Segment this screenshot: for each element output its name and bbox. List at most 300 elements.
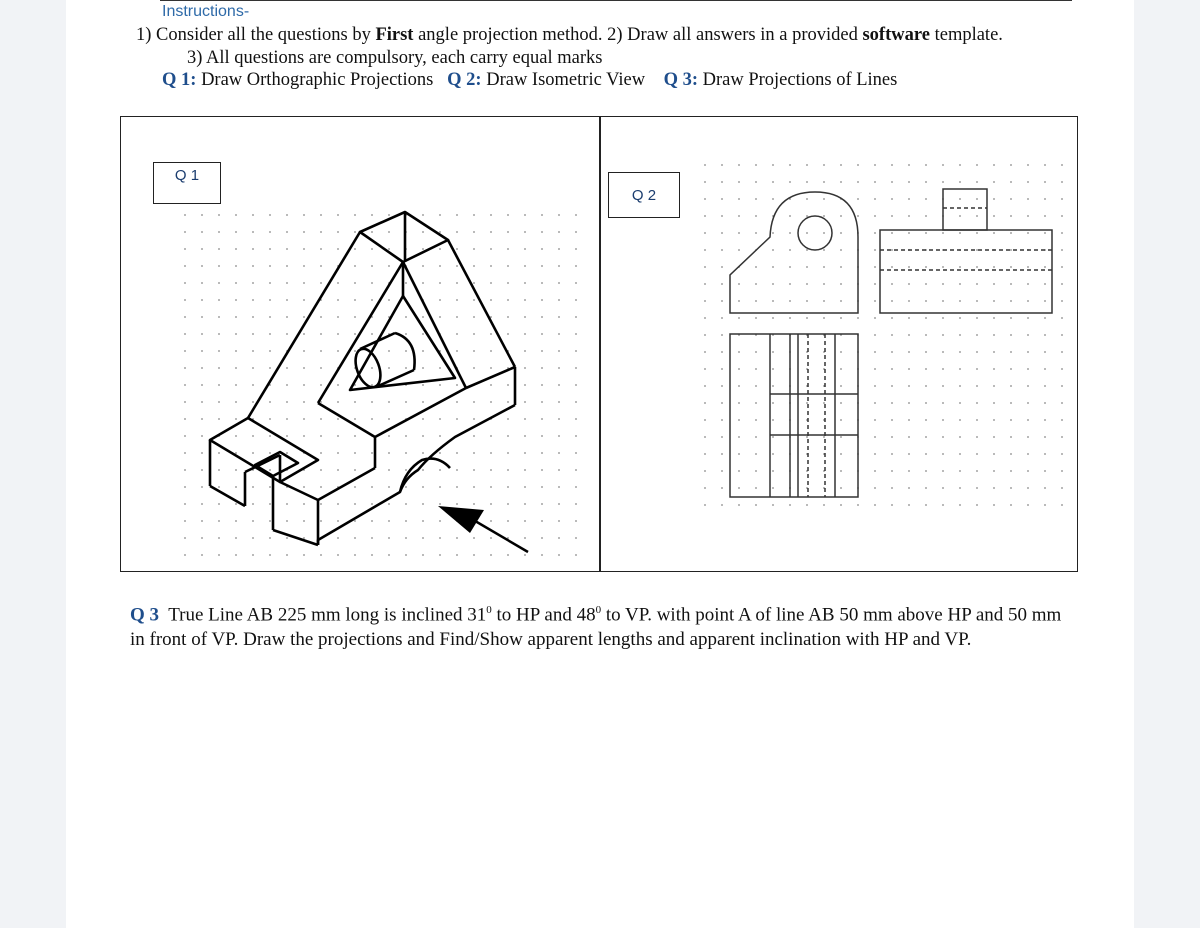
grid-dot	[575, 231, 577, 233]
grid-dot	[541, 299, 543, 301]
grid-dot	[439, 452, 441, 454]
grid-dot	[1010, 334, 1012, 336]
grid-dot	[252, 282, 254, 284]
top-view	[730, 334, 858, 497]
grid-dot	[184, 554, 186, 556]
grid-dot	[422, 554, 424, 556]
grid-dot	[874, 300, 876, 302]
grid-dot	[575, 316, 577, 318]
grid-dot	[976, 198, 978, 200]
grid-dot	[286, 367, 288, 369]
instruction-text: template.	[929, 25, 1003, 45]
grid-dot	[184, 537, 186, 539]
grid-dot	[772, 181, 774, 183]
grid-dot	[507, 503, 509, 505]
instructions-heading: Instructions-	[162, 3, 250, 20]
grid-dot	[473, 537, 475, 539]
grid-dot	[721, 249, 723, 251]
grid-dot	[524, 520, 526, 522]
grid-dot	[942, 419, 944, 421]
grid-dot	[235, 401, 237, 403]
grid-dot	[490, 401, 492, 403]
grid-dot	[925, 385, 927, 387]
grid-dot	[1061, 300, 1063, 302]
grid-dot	[235, 486, 237, 488]
grid-dot	[235, 350, 237, 352]
grid-dot	[942, 402, 944, 404]
grid-dot	[1010, 317, 1012, 319]
grid-dot	[354, 418, 356, 420]
grid-dot	[1010, 351, 1012, 353]
grid-dot	[704, 419, 706, 421]
grid-dot	[439, 554, 441, 556]
grid-dot	[1027, 283, 1029, 285]
grid-dot	[908, 334, 910, 336]
grid-dot	[524, 486, 526, 488]
grid-dot	[976, 215, 978, 217]
grid-dot	[1044, 198, 1046, 200]
step-top	[210, 418, 318, 482]
grid-dot	[874, 385, 876, 387]
grid-dot	[942, 164, 944, 166]
grid-dot	[1027, 181, 1029, 183]
grid-dot	[473, 333, 475, 335]
grid-dot	[388, 503, 390, 505]
grid-dot	[541, 265, 543, 267]
grid-dot	[1044, 181, 1046, 183]
grid-dot	[993, 283, 995, 285]
grid-dot	[558, 333, 560, 335]
grid-dot	[473, 486, 475, 488]
grid-dot	[738, 470, 740, 472]
grid-dot	[558, 520, 560, 522]
instruction-text: angle projection method. 2) Draw all answers in a provided	[413, 25, 863, 45]
grid-dot	[891, 164, 893, 166]
grid-dot	[184, 401, 186, 403]
grid-dot	[388, 265, 390, 267]
q2-dot-grid	[704, 164, 1063, 506]
grid-dot	[218, 401, 220, 403]
grid-dot	[337, 214, 339, 216]
grid-dot	[721, 385, 723, 387]
grid-dot	[738, 317, 740, 319]
grid-dot	[184, 367, 186, 369]
grid-dot	[874, 215, 876, 217]
grid-dot	[823, 232, 825, 234]
grid-dot	[371, 554, 373, 556]
grid-dot	[993, 215, 995, 217]
grid-dot	[252, 486, 254, 488]
grid-dot	[772, 266, 774, 268]
grid-dot	[541, 367, 543, 369]
grid-dot	[942, 453, 944, 455]
grid-dot	[806, 181, 808, 183]
grid-dot	[1027, 300, 1029, 302]
grid-dot	[959, 198, 961, 200]
grid-dot	[908, 317, 910, 319]
grid-dot	[456, 350, 458, 352]
grid-dot	[772, 419, 774, 421]
grid-dot	[405, 486, 407, 488]
grid-dot	[1061, 504, 1063, 506]
grid-dot	[840, 215, 842, 217]
grid-dot	[721, 317, 723, 319]
grid-dot	[1044, 385, 1046, 387]
grid-dot	[303, 299, 305, 301]
grid-dot	[235, 299, 237, 301]
grid-dot	[1027, 266, 1029, 268]
grid-dot	[976, 351, 978, 353]
grid-dot	[218, 265, 220, 267]
grid-dot	[235, 435, 237, 437]
grid-dot	[738, 198, 740, 200]
grid-dot	[473, 316, 475, 318]
grid-dot	[303, 486, 305, 488]
grid-dot	[354, 282, 356, 284]
grid-dot	[925, 181, 927, 183]
grid-dot	[823, 504, 825, 506]
grid-dot	[320, 316, 322, 318]
grid-dot	[507, 435, 509, 437]
grid-dot	[959, 283, 961, 285]
grid-dot	[993, 385, 995, 387]
grid-dot	[704, 487, 706, 489]
grid-dot	[558, 418, 560, 420]
grid-dot	[235, 367, 237, 369]
grid-dot	[1061, 334, 1063, 336]
grid-dot	[337, 520, 339, 522]
grid-dot	[558, 316, 560, 318]
grid-dot	[286, 248, 288, 250]
q3-paragraph-label: Q 3	[130, 604, 160, 626]
grid-dot	[721, 198, 723, 200]
grid-dot	[320, 214, 322, 216]
question-3-paragraph	[130, 598, 1080, 652]
grid-dot	[388, 401, 390, 403]
grid-dot	[201, 469, 203, 471]
grid-dot	[976, 436, 978, 438]
grid-dot	[201, 554, 203, 556]
grid-dot	[704, 334, 706, 336]
grid-dot	[184, 231, 186, 233]
grid-dot	[456, 418, 458, 420]
grid-dot	[184, 214, 186, 216]
grid-dot	[1044, 232, 1046, 234]
grid-dot	[891, 351, 893, 353]
grid-dot	[772, 487, 774, 489]
grid-dot	[976, 232, 978, 234]
grid-dot	[507, 265, 509, 267]
grid-dot	[891, 249, 893, 251]
grid-dot	[473, 214, 475, 216]
grid-dot	[405, 469, 407, 471]
grid-dot	[738, 300, 740, 302]
grid-dot	[422, 333, 424, 335]
grid-dot	[286, 282, 288, 284]
grid-dot	[721, 300, 723, 302]
grid-dot	[1044, 334, 1046, 336]
grid-dot	[422, 350, 424, 352]
grid-dot	[789, 181, 791, 183]
grid-dot	[704, 504, 706, 506]
q2-label: Q 2:	[447, 70, 482, 90]
grid-dot	[993, 470, 995, 472]
grid-dot	[1044, 419, 1046, 421]
grid-dot	[575, 452, 577, 454]
grid-dot	[252, 299, 254, 301]
grid-dot	[184, 248, 186, 250]
grid-dot	[490, 350, 492, 352]
instruction-line-2: 3) All questions are compulsory, each carry equal marks	[187, 48, 603, 68]
grid-dot	[524, 503, 526, 505]
grid-dot	[524, 554, 526, 556]
grid-dot	[857, 317, 859, 319]
grid-dot	[354, 231, 356, 233]
grid-dot	[874, 402, 876, 404]
grid-dot	[789, 215, 791, 217]
grid-dot	[1010, 198, 1012, 200]
grid-dot	[541, 231, 543, 233]
grid-dot	[541, 452, 543, 454]
grid-dot	[721, 215, 723, 217]
grid-dot	[490, 452, 492, 454]
grid-dot	[1027, 487, 1029, 489]
grid-dot	[1061, 181, 1063, 183]
grid-dot	[184, 418, 186, 420]
grid-dot	[456, 469, 458, 471]
grid-dot	[354, 469, 356, 471]
grid-dot	[772, 436, 774, 438]
grid-dot	[874, 317, 876, 319]
grid-dot	[422, 418, 424, 420]
grid-dot	[337, 282, 339, 284]
grid-dot	[354, 520, 356, 522]
grid-dot	[1061, 215, 1063, 217]
grid-dot	[422, 282, 424, 284]
grid-dot	[507, 231, 509, 233]
grid-dot	[252, 333, 254, 335]
grid-dot	[721, 164, 723, 166]
grid-dot	[201, 333, 203, 335]
grid-dot	[840, 402, 842, 404]
grid-dot	[490, 248, 492, 250]
grid-dot	[439, 265, 441, 267]
grid-dot	[823, 215, 825, 217]
grid-dot	[303, 333, 305, 335]
grid-dot	[558, 265, 560, 267]
grid-dot	[806, 317, 808, 319]
grid-dot	[320, 367, 322, 369]
grid-dot	[303, 316, 305, 318]
degree-mark: 0	[595, 604, 602, 616]
grid-dot	[806, 249, 808, 251]
grid-dot	[388, 299, 390, 301]
grid-dot	[524, 384, 526, 386]
grid-dot	[942, 487, 944, 489]
grid-dot	[1010, 181, 1012, 183]
grid-dot	[354, 248, 356, 250]
grid-dot	[1061, 419, 1063, 421]
grid-dot	[942, 334, 944, 336]
grid-dot	[524, 418, 526, 420]
grid-dot	[303, 435, 305, 437]
grid-dot	[1010, 283, 1012, 285]
grid-dot	[320, 265, 322, 267]
grid-dot	[269, 469, 271, 471]
grid-dot	[721, 402, 723, 404]
grid-dot	[303, 537, 305, 539]
grid-dot	[1044, 487, 1046, 489]
grid-dot	[507, 418, 509, 420]
grid-dot	[303, 350, 305, 352]
grid-dot	[541, 316, 543, 318]
grid-dot	[269, 520, 271, 522]
grid-dot	[891, 334, 893, 336]
grid-dot	[320, 350, 322, 352]
grid-dot	[874, 470, 876, 472]
grid-dot	[252, 214, 254, 216]
q1-isometric-object	[210, 212, 515, 545]
grid-dot	[235, 452, 237, 454]
q3-text-part: True Line AB 225 mm long is inclined 31	[168, 604, 487, 626]
grid-dot	[925, 436, 927, 438]
grid-dot	[993, 436, 995, 438]
grid-dot	[738, 504, 740, 506]
grid-dot	[541, 554, 543, 556]
grid-dot	[976, 164, 978, 166]
grid-dot	[942, 181, 944, 183]
grid-dot	[976, 283, 978, 285]
grid-dot	[959, 266, 961, 268]
grid-dot	[558, 554, 560, 556]
grid-dot	[840, 436, 842, 438]
grid-dot	[473, 418, 475, 420]
grid-dot	[1044, 215, 1046, 217]
grid-dot	[925, 470, 927, 472]
grid-dot	[337, 231, 339, 233]
grid-dot	[252, 554, 254, 556]
grid-dot	[1044, 436, 1046, 438]
grid-dot	[772, 300, 774, 302]
grid-dot	[456, 265, 458, 267]
grid-dot	[371, 537, 373, 539]
grid-dot	[908, 351, 910, 353]
grid-dot	[235, 520, 237, 522]
grid-dot	[575, 384, 577, 386]
grid-dot	[721, 283, 723, 285]
grid-dot	[218, 520, 220, 522]
grid-dot	[473, 367, 475, 369]
grid-dot	[388, 418, 390, 420]
grid-dot	[456, 333, 458, 335]
grid-dot	[269, 554, 271, 556]
grid-dot	[772, 402, 774, 404]
grid-dot	[235, 282, 237, 284]
grid-dot	[1027, 198, 1029, 200]
q2-figure-tag: Q 2	[608, 172, 680, 218]
grid-dot	[490, 486, 492, 488]
grid-dot	[1027, 402, 1029, 404]
grid-dot	[371, 418, 373, 420]
grid-dot	[721, 453, 723, 455]
grid-dot	[456, 554, 458, 556]
grid-dot	[524, 333, 526, 335]
grid-dot	[337, 248, 339, 250]
grid-dot	[405, 401, 407, 403]
grid-dot	[558, 435, 560, 437]
grid-dot	[371, 248, 373, 250]
grid-dot	[1027, 436, 1029, 438]
grid-dot	[303, 231, 305, 233]
grid-dot	[558, 367, 560, 369]
grid-dot	[1061, 317, 1063, 319]
grid-dot	[320, 520, 322, 522]
grid-dot	[558, 401, 560, 403]
grid-dot	[184, 452, 186, 454]
grid-dot	[823, 198, 825, 200]
grid-dot	[772, 368, 774, 370]
grid-dot	[823, 249, 825, 251]
side-view-boss	[943, 189, 987, 230]
grid-dot	[456, 537, 458, 539]
grid-dot	[993, 198, 995, 200]
grid-dot	[218, 231, 220, 233]
grid-dot	[942, 436, 944, 438]
grid-dot	[490, 214, 492, 216]
grid-dot	[738, 351, 740, 353]
grid-dot	[490, 537, 492, 539]
grid-dot	[201, 231, 203, 233]
grid-dot	[704, 368, 706, 370]
grid-dot	[959, 300, 961, 302]
grid-dot	[704, 181, 706, 183]
grid-dot	[891, 266, 893, 268]
grid-dot	[891, 198, 893, 200]
grid-dot	[218, 452, 220, 454]
grid-dot	[456, 503, 458, 505]
grid-dot	[456, 231, 458, 233]
grid-dot	[840, 164, 842, 166]
front-view	[730, 192, 858, 313]
grid-dot	[269, 214, 271, 216]
grid-dot	[976, 385, 978, 387]
grid-dot	[993, 232, 995, 234]
grid-dot	[823, 436, 825, 438]
grid-dot	[337, 401, 339, 403]
grid-dot	[806, 232, 808, 234]
grid-dot	[823, 266, 825, 268]
grid-dot	[320, 248, 322, 250]
grid-dot	[524, 231, 526, 233]
grid-dot	[439, 486, 441, 488]
grid-dot	[490, 503, 492, 505]
grid-dot	[874, 164, 876, 166]
grid-dot	[806, 504, 808, 506]
grid-dot	[976, 249, 978, 251]
grid-dot	[738, 436, 740, 438]
grid-dot	[218, 469, 220, 471]
grid-dot	[490, 520, 492, 522]
grid-dot	[891, 504, 893, 506]
grid-dot	[840, 368, 842, 370]
grid-dot	[1061, 351, 1063, 353]
grid-dot	[269, 282, 271, 284]
grid-dot	[959, 368, 961, 370]
grid-dot	[840, 504, 842, 506]
grid-dot	[575, 554, 577, 556]
grid-dot	[874, 368, 876, 370]
grid-dot	[1010, 232, 1012, 234]
